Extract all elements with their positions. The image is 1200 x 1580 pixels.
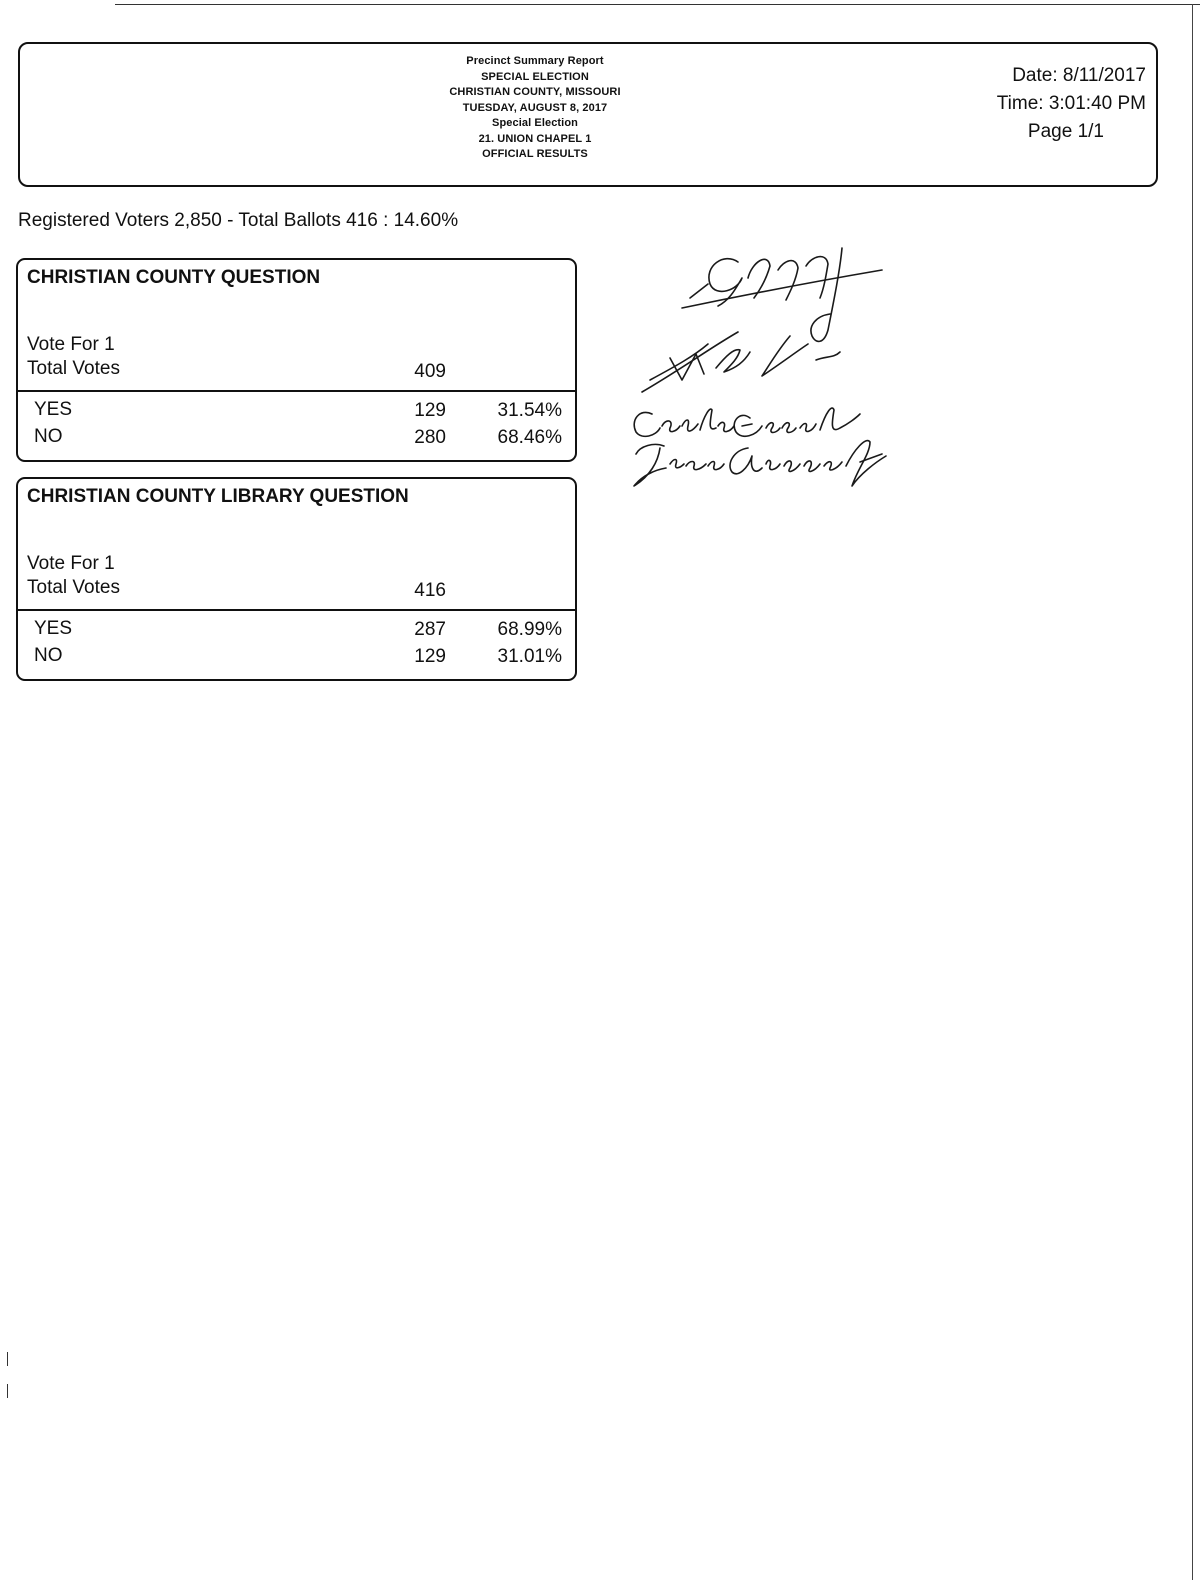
- signature-1: [682, 248, 882, 341]
- choice-votes: 129: [414, 400, 446, 421]
- jurisdiction: CHRISTIAN COUNTY, MISSOURI: [449, 86, 621, 98]
- choice-row: [18, 399, 575, 427]
- choice-row: [18, 645, 575, 673]
- total-votes-value: 409: [414, 361, 446, 382]
- report-header-title-block: [360, 54, 710, 163]
- choice-votes: 287: [414, 619, 446, 640]
- total-votes-value: 416: [414, 580, 446, 601]
- contest-divider: [18, 390, 575, 392]
- choice-percent: 68.46%: [497, 427, 562, 448]
- choice-name: NO: [34, 645, 63, 666]
- choice-row: [18, 618, 575, 646]
- choice-name: YES: [34, 399, 73, 420]
- report-header: [18, 42, 1158, 187]
- contest-divider: [18, 609, 575, 611]
- page-number: Page 1/1: [1027, 121, 1104, 142]
- choice-name: YES: [34, 618, 73, 639]
- election-name: SPECIAL ELECTION: [481, 70, 589, 83]
- scan-border-right: [1192, 4, 1193, 1580]
- report-time: Time: 3:01:40 PM: [996, 93, 1146, 114]
- scan-mark: [7, 1384, 8, 1398]
- total-votes-label: Total Votes: [27, 358, 120, 379]
- choice-row: [18, 426, 575, 454]
- choice-percent: 31.54%: [497, 400, 562, 421]
- contest-title: CHRISTIAN COUNTY QUESTION: [27, 267, 321, 288]
- results-status: OFFICIAL RESULTS: [482, 148, 588, 160]
- signature-2: [642, 332, 840, 392]
- signature-3: [634, 408, 860, 436]
- choice-votes: 129: [414, 646, 446, 667]
- signatures: [620, 240, 910, 500]
- report-meta: [946, 62, 1146, 146]
- election-type: Special Election: [492, 117, 578, 129]
- report-date: Date: 8/11/2017: [1012, 65, 1146, 86]
- vote-for-label: Vote For 1: [27, 334, 115, 355]
- choice-name: NO: [34, 426, 63, 447]
- vote-for-label: Vote For 1: [27, 553, 115, 574]
- contest-box: [16, 477, 577, 681]
- signature-4: [634, 441, 886, 486]
- precinct-name: 21. UNION CHAPEL 1: [478, 132, 592, 145]
- choice-percent: 31.01%: [497, 646, 562, 667]
- total-votes-label: Total Votes: [27, 577, 120, 598]
- scan-border-top: [115, 4, 1200, 5]
- choice-percent: 68.99%: [497, 619, 562, 640]
- contest-box: [16, 258, 577, 462]
- election-date: TUESDAY, AUGUST 8, 2017: [462, 101, 608, 114]
- scan-mark: [7, 1352, 8, 1366]
- contest-title: CHRISTIAN COUNTY LIBRARY QUESTION: [27, 486, 409, 507]
- turnout-summary: Registered Voters 2,850 - Total Ballots 416 : 14.60%: [18, 210, 459, 231]
- report-title: Precinct Summary Report: [466, 55, 604, 67]
- choice-votes: 280: [414, 427, 446, 448]
